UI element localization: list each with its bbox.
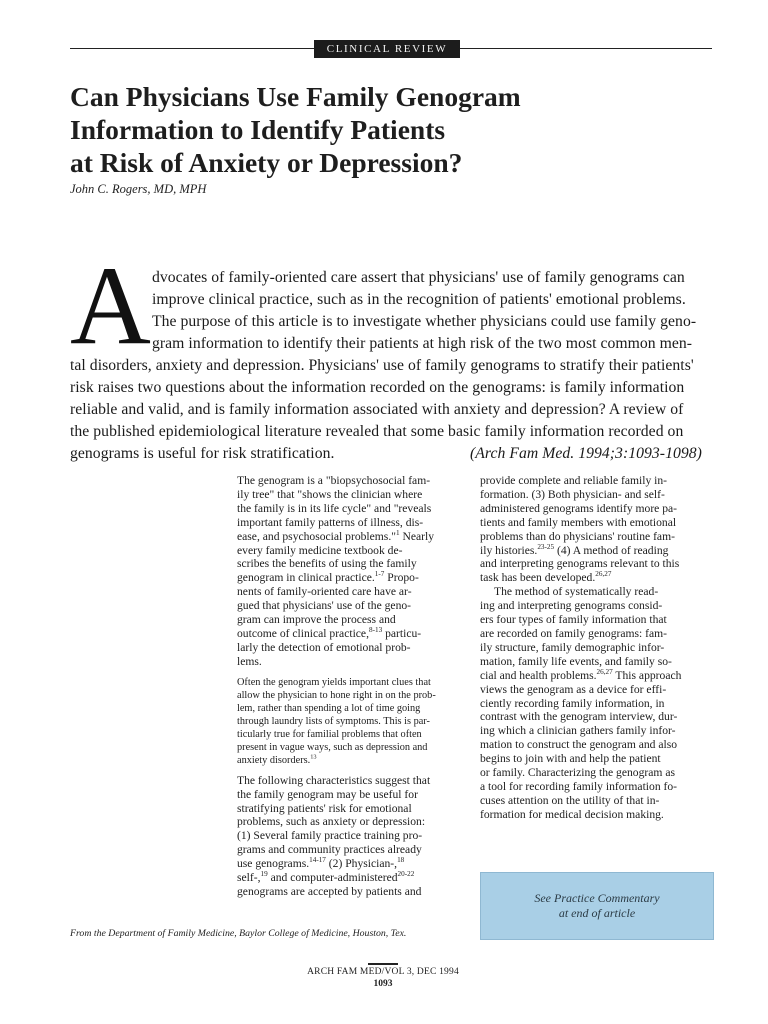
body-line: genogram in clinical practice.$^{1-7}$ Propo- (237, 570, 419, 585)
article-title (70, 80, 690, 179)
body-line: and interpreting genograms relevant to this (480, 557, 680, 571)
body-line: ers four types of family information that (480, 613, 667, 627)
body-line: gram can improve the process and (237, 613, 396, 627)
body-line: a tool for recording family information fo- (480, 779, 678, 793)
body-line: outcome of clinical practice,$^{8-13}$ particu- (237, 626, 422, 640)
citation-ref: 19 (260, 870, 268, 879)
body-line: the family genogram may be useful for (237, 787, 418, 801)
pull-quote-line: lem, rather than spending a lot of time going (237, 702, 421, 714)
body-line: formation. (3) Both physician- and self- (480, 487, 665, 501)
body-line: nents of family-oriented care have ar- (237, 585, 412, 599)
body-line: gued that physicians' use of the geno- (237, 599, 412, 613)
header-rule-right (460, 48, 712, 49)
body-line: ily structure, family demographic infor- (480, 640, 665, 654)
author-affiliation: From the Department of Family Medicine, Baylor College of Medicine, Houston, Tex. (70, 928, 407, 939)
body-line: begins to join with and help the patient (480, 752, 661, 766)
body-line: formation for medical decision making. (480, 807, 664, 821)
body-line: cuses attention on the utility of that in- (480, 793, 660, 807)
body-line: problems than do physicians' routine fam- (480, 529, 675, 543)
body-line: important family patterns of illness, dis- (237, 515, 424, 529)
abstract-line: genograms is useful for risk stratification. (70, 445, 335, 462)
abstract-line: improve clinical practice, such as in the recognition of patients' emotional problems. (152, 291, 686, 308)
citation-ref: 18 (397, 856, 405, 865)
pull-quote-line: through laundry lists of symptoms. This is par- (237, 715, 430, 727)
body-line: are recorded on family genograms: fam- (480, 626, 668, 640)
abstract-line: gram information to identify their patients at high risk of the two most common men- (152, 335, 693, 352)
body-line: (1) Several family practice training pro- (237, 829, 423, 843)
body-line: contrast with the genogram interview, dur- (480, 710, 678, 724)
author-byline: John C. Rogers, MD, MPH (70, 182, 207, 196)
body-line: larly the detection of emotional prob- (237, 640, 411, 654)
abstract-line: risk raises two questions about the information recorded on the genograms: is family information (70, 379, 685, 396)
body-column-right (480, 474, 712, 822)
citation-ref: 20-22 (397, 870, 415, 879)
body-line: ing which a clinician gathers family infor- (480, 724, 676, 738)
body-column-left (237, 474, 459, 899)
citation-ref: 8-13 (368, 626, 383, 635)
body-line: every family medicine textbook de- (237, 543, 403, 557)
body-line: task has been developed.$^{26,27}$ (480, 570, 612, 585)
pull-quote-line: ticularly true for familial problems that often (237, 728, 422, 740)
body-line: mation, family life events, and family so- (480, 654, 672, 668)
body-line: problems, such as anxiety or depression: (237, 815, 426, 829)
body-line: ily tree" that "shows the clinician where (237, 487, 423, 501)
abstract-line: reliable and valid, and is family information associated with anxiety and depression? A review of (70, 401, 684, 418)
citation-ref: 23-25 (537, 542, 555, 551)
abstract-line: the published epidemiological literature revealed that some basic family information recorded on (70, 423, 684, 440)
page-number: 1093 (373, 979, 393, 989)
pull-quote-line: allow the physician to hone right in on the prob- (237, 689, 436, 701)
body-line: stratifying patients' risk for emotional (237, 801, 412, 815)
body-line: provide complete and reliable family in- (480, 474, 668, 487)
body-line: cial and health problems.$^{26,27}$ This approach (480, 667, 682, 682)
body-line: self-,$^{19}$ and computer-administered$^{20-22}$ (237, 870, 415, 885)
body-line: grams and community practices already (237, 843, 422, 857)
citation-ref: 26,27 (596, 667, 613, 676)
pull-quote-line: Often the genogram yields important clues that (237, 676, 431, 688)
pull-quote (237, 676, 459, 767)
body-line: views the genogram as a device for effi- (480, 682, 667, 696)
citation-ref: 14-17 (309, 856, 326, 865)
body-line: the family is in its life cycle" and "reveals (237, 501, 432, 515)
citation-ref: 13 (310, 753, 317, 761)
body-line: genograms are accepted by patients and (237, 884, 422, 898)
body-line: tients and family members with emotional (480, 515, 677, 529)
drop-cap: A (70, 244, 151, 368)
citation-ref: 26,27 (595, 570, 612, 579)
body-line: administered genograms identify more pa- (480, 501, 678, 515)
title-line: Can Physicians Use Family Genogram (70, 81, 521, 112)
section-tag: CLINICAL REVIEW (314, 40, 460, 58)
body-line: ing and interpreting genograms consid- (480, 599, 663, 613)
abstract-line: The purpose of this article is to investigate whether physicians could use family geno- (152, 313, 697, 330)
body-line: The method of systematically read- (494, 585, 659, 599)
body-line: The following characteristics suggest that (237, 773, 431, 787)
abstract-line: tal disorders, anxiety and depression. Physicians' use of family genograms to stratify their patients' (70, 357, 694, 374)
commentary-line: at end of article (558, 906, 636, 920)
body-line: ily histories.$^{23-25}$ (4) A method of reading (480, 542, 669, 557)
body-line: lems. (237, 654, 262, 668)
abstract-citation: (Arch Fam Med. 1994;3:1093-1098) (470, 445, 702, 462)
pull-quote-line: anxiety disorders.$^{13}$ (237, 753, 317, 766)
title-line: Information to Identify Patients (70, 114, 446, 145)
header-rule-left (70, 48, 314, 49)
body-line: The genogram is a "biopsychosocial fam- (237, 474, 431, 487)
title-line: at Risk of Anxiety or Depression? (70, 147, 463, 178)
body-line: scribes the benefits of using the family (237, 557, 417, 571)
commentary-line: See Practice Commentary (534, 891, 660, 905)
body-line: ciently recording family information, in (480, 696, 665, 710)
body-line: ease, and psychosocial problems."$^1$ Nearly (237, 528, 434, 543)
body-line: mation to construct the genogram and also (480, 738, 678, 752)
citation-ref: 1 (395, 528, 400, 537)
pull-quote-line: present in vague ways, such as depression and (237, 741, 428, 753)
footer-journal: ARCH FAM MED/VOL 3, DEC 1994 (307, 967, 459, 977)
citation-ref: 1-7 (374, 570, 385, 579)
practice-commentary-callout (480, 872, 714, 940)
body-line: or family. Characterizing the genogram as (480, 766, 675, 780)
abstract-line: dvocates of family-oriented care assert that physicians' use of family genograms can (152, 269, 685, 286)
body-line: use genograms.$^{14-17}$ (2) Physician-,$^{18}$ (237, 856, 405, 871)
footer-rule (368, 963, 398, 965)
